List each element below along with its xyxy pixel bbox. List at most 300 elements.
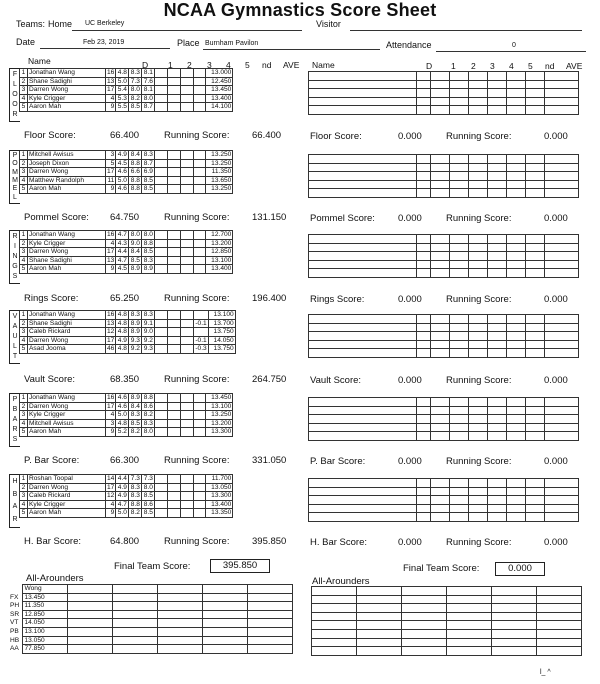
empty-cell xyxy=(507,189,526,198)
aa-score-cell xyxy=(247,602,292,611)
neutral-deduction xyxy=(194,475,206,484)
hbar-table-visitor xyxy=(308,478,579,522)
difficulty-score: 4.4 xyxy=(117,475,127,482)
neutral-deduction: -0.3 xyxy=(195,345,207,353)
pbars-score-home: 66.300 xyxy=(110,455,140,466)
sheet-title: NCAA Gymnastics Score Sheet xyxy=(163,0,437,20)
athlete-order: 3 xyxy=(20,492,28,501)
empty-cell xyxy=(309,398,417,407)
table-row xyxy=(309,432,579,441)
pbars-table-visitor xyxy=(308,397,579,441)
empty-cell xyxy=(488,97,507,106)
empty-cell xyxy=(507,423,526,432)
empty-cell xyxy=(526,243,545,252)
aa-score-cell xyxy=(446,612,491,621)
judge-3-score xyxy=(155,256,168,265)
athlete-name: Kyle Crigger xyxy=(28,239,106,248)
judge-4-score xyxy=(168,419,181,428)
neutral-deduction xyxy=(194,509,206,518)
home-underline xyxy=(72,30,302,31)
judge-2-score: 8.1 xyxy=(143,69,153,76)
judge-2-score: 8.6 xyxy=(143,402,153,410)
athlete-order: 4 xyxy=(20,256,28,265)
empty-cell xyxy=(431,97,450,106)
empty-cell xyxy=(431,243,450,252)
floor-score-visitor: 0.000 xyxy=(398,131,422,142)
table-row xyxy=(309,332,579,341)
judge-1-score: 8.9 xyxy=(130,394,140,401)
empty-cell xyxy=(417,172,431,181)
difficulty-score: 4.7 xyxy=(117,231,127,238)
empty-cell xyxy=(507,235,526,244)
empty-cell xyxy=(450,106,469,115)
judge-2-score: 9.3 xyxy=(143,345,153,353)
empty-cell xyxy=(309,180,417,189)
empty-cell xyxy=(488,189,507,198)
neutral-deduction xyxy=(194,492,206,501)
judge-4-score xyxy=(168,159,181,168)
empty-cell xyxy=(507,106,526,115)
table-row xyxy=(309,340,579,349)
date-underline xyxy=(40,48,170,49)
final-team-score-visitor: 0.000 xyxy=(495,562,545,576)
judge-5-score xyxy=(181,492,194,501)
judge-1-score: 9.0 xyxy=(130,239,140,247)
average-score: 13.650 xyxy=(206,176,233,185)
floor-letters-frame xyxy=(9,68,20,122)
empty-cell xyxy=(488,252,507,261)
average-score: 13.000 xyxy=(206,69,233,78)
athlete-order: 5 xyxy=(20,265,28,274)
all-arounders-table-home xyxy=(8,584,293,654)
rings-letter: S xyxy=(12,273,18,280)
empty-cell xyxy=(488,80,507,89)
judge-2-score: 8.6 xyxy=(143,500,153,508)
pommel-letter: L xyxy=(13,193,17,201)
empty-cell xyxy=(309,340,417,349)
empty-cell xyxy=(507,163,526,172)
empty-cell xyxy=(469,235,488,244)
judge-5-score xyxy=(181,176,194,185)
empty-cell xyxy=(545,72,579,81)
empty-cell xyxy=(309,423,417,432)
empty-cell xyxy=(526,423,545,432)
empty-cell xyxy=(488,260,507,269)
judge-3-score xyxy=(155,69,168,78)
aa-event-label xyxy=(297,621,311,630)
col-3-visitor: 3 xyxy=(490,61,495,71)
average-score: 13.700 xyxy=(208,319,235,328)
average-score: 13.250 xyxy=(206,411,233,420)
empty-cell xyxy=(450,406,469,415)
average-score: 13.450 xyxy=(206,394,233,403)
rings-running-label-visitor: Running Score: xyxy=(446,294,512,305)
aa-event-label xyxy=(297,604,311,613)
empty-cell xyxy=(309,513,417,522)
empty-cell xyxy=(309,172,417,181)
judge-4-score xyxy=(168,256,181,265)
pommel-score-label-home: Pommel Score: xyxy=(24,212,89,223)
neutral-deduction xyxy=(194,86,206,95)
empty-cell xyxy=(526,189,545,198)
athlete-name: Darren Wong xyxy=(28,168,106,177)
empty-cell xyxy=(417,479,431,488)
table-row xyxy=(20,419,233,428)
judge-2-score: 8.3 xyxy=(143,256,153,264)
empty-cell xyxy=(545,479,579,488)
aa-score-cell xyxy=(202,627,247,636)
pbars-table-home xyxy=(19,393,233,437)
athlete-name: Roshan Toopal xyxy=(28,475,106,484)
aa-score-cell: 12.850 xyxy=(22,610,67,619)
difficulty-score: 4.3 xyxy=(117,239,127,247)
empty-cell xyxy=(309,332,417,341)
aa-score-cell xyxy=(67,602,112,611)
table-row xyxy=(20,265,233,274)
table-row xyxy=(20,428,233,437)
empty-cell xyxy=(545,252,579,261)
rings-running-visitor: 0.000 xyxy=(544,294,568,305)
athlete-number: 17 xyxy=(107,86,115,94)
table-row xyxy=(20,492,233,501)
empty-cell xyxy=(469,106,488,115)
empty-cell xyxy=(526,106,545,115)
judge-1-score: 9.3 xyxy=(130,336,140,344)
rings-table-home xyxy=(19,230,233,274)
athlete-name: Mitchell Awisus xyxy=(28,151,106,160)
date-value: Feb 23, 2019 xyxy=(83,39,125,46)
table-row xyxy=(297,629,581,638)
empty-cell xyxy=(526,432,545,441)
difficulty-score: 4.8 xyxy=(117,319,127,327)
aa-score-cell xyxy=(401,612,446,621)
empty-cell xyxy=(488,432,507,441)
aa-score-cell xyxy=(491,612,536,621)
aa-score-cell xyxy=(491,595,536,604)
empty-cell xyxy=(417,269,431,278)
floor-letter: L xyxy=(13,81,17,88)
athlete-order: 1 xyxy=(20,151,28,160)
empty-cell xyxy=(488,487,507,496)
table-row xyxy=(309,163,579,172)
place-label: Place xyxy=(177,38,200,48)
athlete-number: 4 xyxy=(106,500,116,509)
athlete-name: Darren Wong xyxy=(28,402,106,411)
aa-score-cell xyxy=(401,595,446,604)
athlete-number: 4 xyxy=(106,94,116,103)
judge-3-score xyxy=(155,231,168,240)
athlete-order: 5 xyxy=(20,185,28,194)
judge-4-score xyxy=(168,265,181,274)
judge-1-score: 8.4 xyxy=(130,402,140,410)
empty-cell xyxy=(417,323,431,332)
table-row xyxy=(20,402,233,411)
vault-score-label-home: Vault Score: xyxy=(24,374,76,385)
table-row xyxy=(20,475,233,484)
judge-1-score: 8.3 xyxy=(130,411,140,419)
neutral-deduction xyxy=(194,168,206,177)
aa-event-label xyxy=(297,638,311,647)
judge-3-score xyxy=(155,319,168,328)
aa-score-cell xyxy=(356,612,401,621)
table-row xyxy=(297,612,581,621)
difficulty-score: 4.6 xyxy=(117,168,127,176)
empty-cell xyxy=(431,349,450,358)
empty-cell xyxy=(431,487,450,496)
athlete-order: 3 xyxy=(20,411,28,420)
athlete-number: 3 xyxy=(106,151,116,160)
judge-1-score: 7.3 xyxy=(130,475,140,482)
empty-cell xyxy=(488,243,507,252)
empty-cell xyxy=(469,349,488,358)
difficulty-score: 4.8 xyxy=(117,419,127,427)
pbars-letter: R xyxy=(12,426,18,433)
empty-cell xyxy=(469,155,488,164)
empty-cell xyxy=(417,189,431,198)
empty-cell xyxy=(450,504,469,513)
table-row xyxy=(309,235,579,244)
athlete-number: 9 xyxy=(106,265,116,274)
athlete-name: Aaron Mah xyxy=(28,265,106,274)
final-team-score-label-visitor: Final Team Score: xyxy=(403,563,480,574)
empty-cell xyxy=(545,97,579,106)
athlete-order: 1 xyxy=(20,231,28,240)
empty-cell xyxy=(450,89,469,98)
empty-cell xyxy=(488,504,507,513)
empty-cell xyxy=(526,172,545,181)
difficulty-score: 5.2 xyxy=(117,428,127,436)
neutral-deduction xyxy=(194,69,206,78)
empty-cell xyxy=(526,80,545,89)
empty-cell xyxy=(309,479,417,488)
empty-cell xyxy=(309,163,417,172)
empty-cell xyxy=(545,496,579,505)
judge-5-score xyxy=(181,265,194,274)
judge-3-score xyxy=(155,248,168,257)
empty-cell xyxy=(526,415,545,424)
pommel-letter: M xyxy=(12,177,18,184)
empty-cell xyxy=(469,180,488,189)
empty-cell xyxy=(469,252,488,261)
empty-cell xyxy=(431,106,450,115)
judge-4-score xyxy=(168,483,181,492)
aa-score-cell xyxy=(202,619,247,628)
judge-4-score xyxy=(168,492,181,501)
athlete-order: 1 xyxy=(20,394,28,403)
judge-1-score: 6.6 xyxy=(130,168,140,176)
col-name-visitor: Name xyxy=(312,60,335,70)
neutral-deduction xyxy=(194,151,206,160)
neutral-deduction xyxy=(194,411,206,420)
table-row xyxy=(20,231,233,240)
empty-cell xyxy=(417,398,431,407)
table-row xyxy=(297,604,581,613)
date-label: Date xyxy=(16,37,36,47)
aa-score-cell: 14.050 xyxy=(22,619,67,628)
table-row xyxy=(20,86,233,95)
attendance-value: 0 xyxy=(512,42,516,49)
col-5-visitor: 5 xyxy=(528,61,533,71)
table-row xyxy=(309,269,579,278)
floor-score-home: 66.400 xyxy=(110,130,140,141)
final-team-score-label-home: Final Team Score: xyxy=(114,561,191,572)
judge-1-score: 8.3 xyxy=(130,311,140,318)
empty-cell xyxy=(545,332,579,341)
judge-5-score xyxy=(181,428,194,437)
judge-4-score xyxy=(168,77,181,86)
aa-score-cell xyxy=(67,627,112,636)
rings-letter: N xyxy=(12,253,18,260)
judge-4-score xyxy=(168,248,181,257)
empty-cell xyxy=(507,432,526,441)
judge-4-score xyxy=(168,411,181,420)
empty-cell xyxy=(417,415,431,424)
neutral-deduction xyxy=(194,239,206,248)
aa-score-cell xyxy=(356,595,401,604)
judge-1-score: 9.2 xyxy=(130,345,140,353)
neutral-deduction xyxy=(194,248,206,257)
empty-cell xyxy=(309,315,417,324)
table-row xyxy=(20,500,233,509)
empty-cell xyxy=(545,189,579,198)
empty-cell xyxy=(309,504,417,513)
empty-cell xyxy=(431,415,450,424)
empty-cell xyxy=(309,72,417,81)
athlete-number: 16 xyxy=(107,69,115,76)
judge-3-score xyxy=(155,77,168,86)
empty-cell xyxy=(450,487,469,496)
empty-cell xyxy=(488,172,507,181)
aa-event-label xyxy=(297,647,311,656)
empty-cell xyxy=(545,323,579,332)
empty-cell xyxy=(469,496,488,505)
judge-3-score xyxy=(155,394,168,403)
empty-cell xyxy=(309,97,417,106)
aa-score-cell xyxy=(446,638,491,647)
empty-cell xyxy=(488,72,507,81)
aa-score-cell xyxy=(401,647,446,656)
pommel-table-home xyxy=(19,150,233,194)
empty-cell xyxy=(417,332,431,341)
judge-2-score: 8.8 xyxy=(143,239,153,247)
rings-letter: R xyxy=(12,233,18,240)
judge-3-score xyxy=(155,411,168,420)
aa-score-cell xyxy=(202,645,247,654)
table-row xyxy=(309,106,579,115)
empty-cell xyxy=(431,235,450,244)
judge-4-score xyxy=(168,328,181,337)
empty-cell xyxy=(526,487,545,496)
empty-cell xyxy=(450,349,469,358)
athlete-number: 9 xyxy=(106,103,116,112)
pbars-score-label-home: P. Bar Score: xyxy=(24,455,80,466)
difficulty-score: 4.8 xyxy=(117,328,127,336)
hbar-score-home: 64.800 xyxy=(110,536,140,547)
judge-1-score: 8.8 xyxy=(130,176,140,184)
empty-cell xyxy=(469,504,488,513)
judge-2-score: 8.8 xyxy=(143,394,153,401)
empty-cell xyxy=(545,243,579,252)
col-4-home: 4 xyxy=(226,60,231,70)
judge-5-score xyxy=(181,185,194,194)
table-row xyxy=(20,411,233,420)
neutral-deduction xyxy=(194,103,206,112)
athlete-number: 14 xyxy=(107,475,115,482)
empty-cell xyxy=(488,323,507,332)
empty-cell xyxy=(526,260,545,269)
hbar-letter: A xyxy=(12,503,18,510)
aa-score-cell: 13.450 xyxy=(22,593,67,602)
empty-cell xyxy=(417,80,431,89)
neutral-deduction xyxy=(194,185,206,194)
empty-cell xyxy=(545,504,579,513)
aa-score-cell xyxy=(202,610,247,619)
judge-2-score: 8.5 xyxy=(143,176,153,184)
aa-score-cell xyxy=(311,604,356,613)
all-arounders-table-visitor xyxy=(297,586,582,656)
vault-letter: V xyxy=(12,313,18,320)
aa-score-cell xyxy=(202,593,247,602)
empty-cell xyxy=(309,243,417,252)
average-score: 13.300 xyxy=(206,492,233,501)
judge-3-score xyxy=(155,103,168,112)
table-row xyxy=(20,509,233,518)
pommel-table-visitor xyxy=(308,154,579,198)
col-nd-visitor: nd xyxy=(545,61,555,71)
judge-1-score: 8.5 xyxy=(130,256,140,264)
athlete-name: Shane Sadighi xyxy=(28,256,106,265)
table-row xyxy=(309,349,579,358)
empty-cell xyxy=(507,323,526,332)
table-row xyxy=(309,504,579,513)
empty-cell xyxy=(469,423,488,432)
judge-2-score: 8.5 xyxy=(143,492,153,500)
place-underline xyxy=(203,49,380,50)
difficulty-score: 4.6 xyxy=(117,185,127,193)
judge-2-score: 8.0 xyxy=(143,94,153,102)
empty-cell xyxy=(450,415,469,424)
empty-cell xyxy=(450,479,469,488)
aa-event-label: PH xyxy=(10,602,20,610)
empty-cell xyxy=(431,323,450,332)
empty-cell xyxy=(450,398,469,407)
empty-cell xyxy=(469,479,488,488)
aa-score-cell: 77.850 xyxy=(22,645,67,654)
difficulty-score: 5.3 xyxy=(117,94,127,102)
athlete-number: 17 xyxy=(107,248,115,256)
aa-score-cell xyxy=(446,629,491,638)
empty-cell xyxy=(507,332,526,341)
col-5-home: 5 xyxy=(245,60,250,70)
empty-cell xyxy=(431,189,450,198)
vault-table-visitor xyxy=(308,314,579,358)
aa-score-cell xyxy=(356,604,401,613)
aa-score-cell xyxy=(112,593,157,602)
aa-athlete-header xyxy=(311,587,356,596)
empty-cell xyxy=(417,89,431,98)
aa-athlete-header xyxy=(247,585,292,594)
judge-5-score xyxy=(181,328,194,337)
judge-4-score xyxy=(168,168,181,177)
judge-5-score xyxy=(181,159,194,168)
athlete-number: 12 xyxy=(107,328,115,336)
empty-cell xyxy=(469,487,488,496)
empty-cell xyxy=(309,349,417,358)
vault-running-label-visitor: Running Score: xyxy=(446,375,512,386)
aa-score-cell xyxy=(491,638,536,647)
vault-running-label-home: Running Score: xyxy=(164,374,230,385)
empty-cell xyxy=(469,89,488,98)
